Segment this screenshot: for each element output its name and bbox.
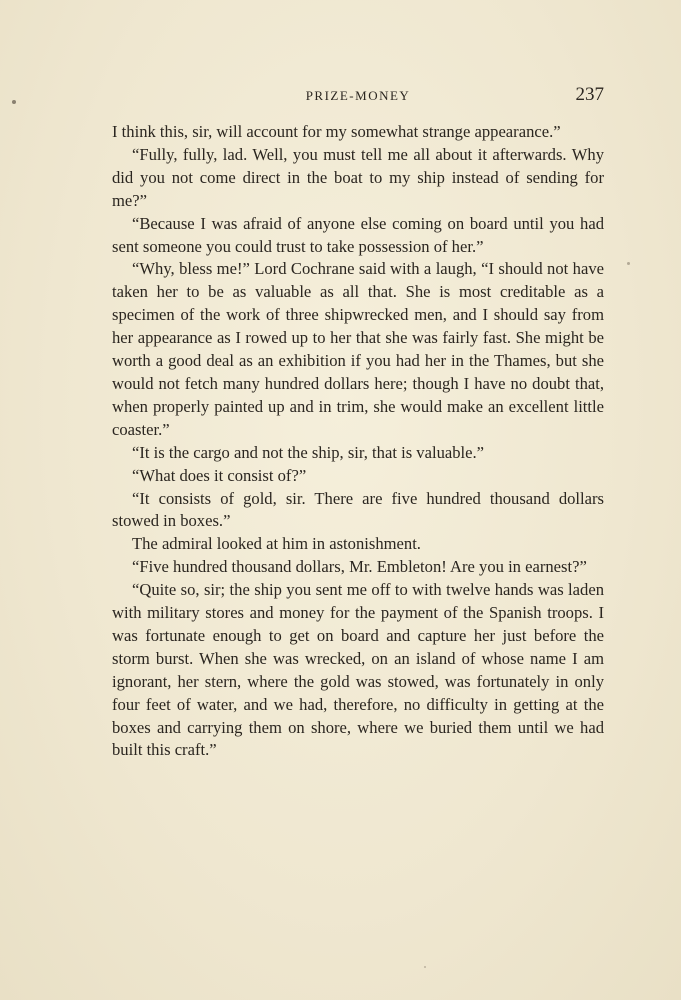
paragraph: The admiral looked at him in astonishment. — [132, 534, 421, 554]
paragraph: “It is the cargo and not the ship, sir, that is valuable.” — [132, 442, 485, 462]
paragraph: “It consists of gold, sir. There are five hundred thousand dollars stowed in boxes.” — [112, 488, 604, 531]
paragraph: “What does it consist of?” — [132, 465, 307, 485]
paragraph: “Fully, fully, lad. Well, you must tell me all about it afterwards. Why did you not come direct in the boat to my ship instead of sending for me?” — [112, 144, 604, 210]
paper-speck — [12, 100, 16, 104]
paragraph: “Why, bless me!” Lord Cochrane said with a laugh, “I should not have taken her to be as valuable as all that. She is most creditable as a specimen of the work of three shipwrecked men, and I should say from her appearance as I rowed up to her that she was fairly fast. She might be worth a good deal as an exhibition if you had her in the Thames, but she would not fetch many hundred dollars here; though I have no doubt that, when properly painted up and in trim, she would make an excellent little coaster.” — [112, 259, 604, 439]
paragraph-continuation: I think this, sir, will account for my somewhat strange appearance.” — [112, 122, 561, 141]
body-text — [112, 121, 604, 762]
paper-speck — [424, 966, 426, 968]
running-title: PRIZE-MONEY — [305, 88, 411, 103]
paper-speck — [627, 262, 630, 265]
running-head — [112, 84, 604, 112]
paragraph: “Because I was afraid of anyone else coming on board until you had sent someone you could trust to take possession of her.” — [112, 213, 604, 256]
paragraph: “Five hundred thousand dollars, Mr. Embleton! Are you in earnest?” — [132, 557, 587, 577]
paragraph: “Quite so, sir; the ship you sent me off to with twelve hands was laden with military stores and money for the payment of the Spanish troops. I was fortunate enough to get on board and capture her just before the storm burst. When she was wrecked, on an island of whose name I am ignorant, her stern, where the gold was stowed, was fortunately in only four feet of water, and we had, therefore, no difficulty in getting at the boxes and carrying them on shore, where we buried them until we had built this craft.” — [112, 580, 604, 760]
page-number: 237 — [575, 84, 604, 105]
